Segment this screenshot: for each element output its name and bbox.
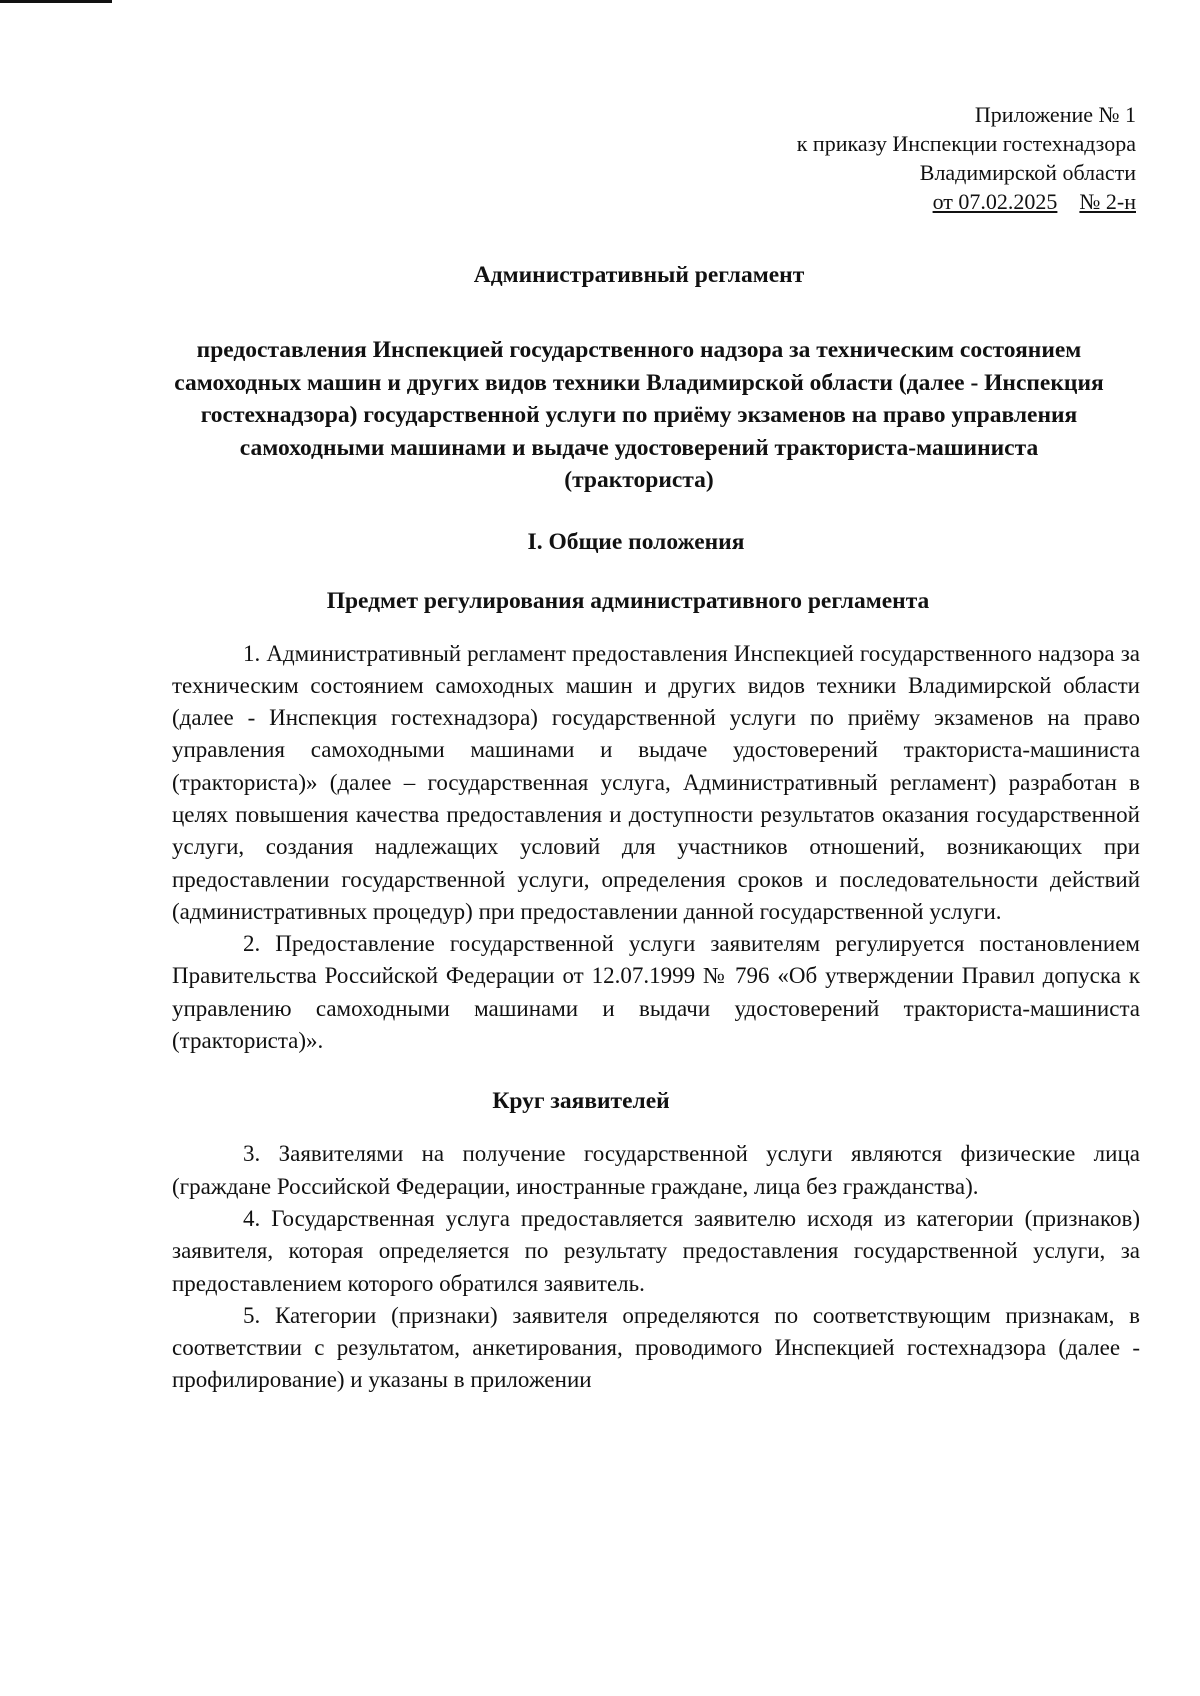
appendix-line-3: Владимирской области (919, 160, 1136, 185)
appendix-date-line (172, 187, 1136, 216)
paragraph-1: 1. Административный регламент предоставления Инспекцией государственного надзора за техническим состоянием самоходных машин и других видов техники Владимирской области (далее - Инспекция гостехнадзора) государственной услуги по приёму экзаменов на право управления самоходными машинами и выдаче удостоверений тракториста-машиниста (тракториста)» (далее – государственная услуга, Административный регламент) разработан в целях повышения качества предоставления и доступности результатов оказания государственной услуги, создания надлежащих условий для участников отношений, возникающих при предоставлении государственной услуги, определения сроков и последовательности действий (административных процедур) при предоставлении данной государственной услуги. (172, 640, 1140, 924)
scan-edge-mark (0, 0, 112, 3)
paragraph-2: 2. Предоставление государственной услуги заявителям регулируется постановлением Правительства Российской Федерации от 12.07.1999 № 796 «Об утверждении Правил допуска к управлению самоходными машинами и выдачи удостоверений тракториста-машиниста (тракториста)». (172, 931, 1140, 1054)
paragraph-5: 5. Категории (признаки) заявителя определяются по соответствующим признакам, в соответствии с результатом, анкетирования, проводимого Инспекцией гостехнадзора (далее - профилирование) и указаны в приложении (172, 1302, 1140, 1393)
section-subject: Предмет регулирования административного регламента (326, 587, 930, 614)
document-subtitle: предоставления Инспекцией государственного надзора за техническим состоянием самоходных машин и других видов техники Владимирской области (далее - Инспекция гостехнадзора) государственной услуги по приёму экзаменов на право управления самоходными машинами и выдаче удостоверений тракториста-машиниста (тракториста) (174, 337, 1104, 493)
appendix-date: от 07.02.2025 (932, 189, 1058, 214)
appendix-line-1: Приложение № 1 (974, 102, 1136, 127)
appendix-line-2: к приказу Инспекции гостехнадзора (796, 131, 1136, 156)
document-title: Административный регламент (473, 262, 805, 288)
document-page (172, 100, 1140, 1397)
appendix-header (172, 100, 1136, 216)
section-applicants: Круг заявителей (492, 1088, 670, 1115)
section-general-provisions: I. Общие положения (527, 528, 745, 555)
appendix-number: № 2-н (1079, 189, 1136, 214)
paragraph-3: 3. Заявителями на получение государственной услуги являются физические лица (граждане Российской Федерации, иностранные граждане, лица без гражданства). (172, 1141, 1140, 1199)
paragraph-4: 4. Государственная услуга предоставляется заявителю исходя из категории (признаков) заявителя, которая определяется по результату предоставления государственной услуги, за предоставлением которого обратился заявитель. (172, 1205, 1140, 1296)
